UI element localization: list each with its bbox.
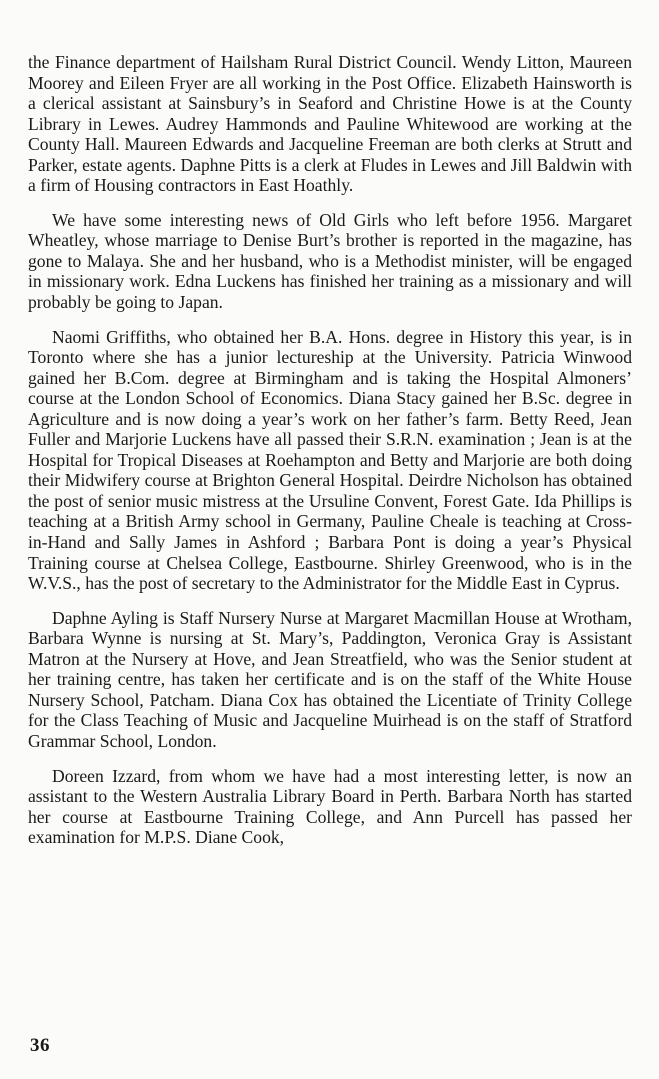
document-page [28,52,632,862]
paragraph-library: Doreen Izzard, from whom we have had a most interesting letter, is now an assistant to the Western Australia Library Board in Perth. Barbara North has started her course at Eastbourne Training College, and Ann Purcell has passed her examination for M.P.S. Diane Cook, [28,765,632,848]
page-number: 36 [30,1035,50,1056]
paragraph-degrees: Naomi Griffiths, who obtained her B.A. Hons. degree in History this year, is in Toronto where she has a junior lectureship at the University. Patricia Winwood gained her B.Com. degree at Birmingham and is taking the Hospital Almoners’ course at the London School of Economics. Diana Stacy gained her B.Sc. degree in Agriculture and is now doing a year’s work on her father’s farm. Betty Reed, Jean Fuller and Marjorie Luckens have all passed their S.R.N. examination ; Jean is at the Hospital for Tropical Diseases at Roehampton and Betty and Marjorie are both doing their Midwifery course at Brighton General Hospital. Deirdre Nicholson has obtained the post of senior music mistress at the Ursuline Convent, Forest Gate. Ida Phillips is teaching at a British Army school in Germany, Pauline Cheale is teaching at Cross-in-Hand and Sally James in Ashford ; Barbara Pont is doing a year’s Physical Training course at Chelsea College, Eastbourne. Shirley Greenwood, who is in the W.V.S., has the post of secretary to the Administrator for the Middle East in Cyprus. [28,326,632,594]
paragraph-nursery: Daphne Ayling is Staff Nursery Nurse at Margaret Macmillan House at Wrotham, Barbara Wynne is nursing at St. Mary’s, Paddington, Veronica Gray is Assistant Matron at the Nursery at Hove, and Jean Streatfield, who was the Senior student at her training centre, has taken her certificate and is on the staff of the White House Nursery School, Patcham. Diana Cox has obtained the Licentiate of Trinity College for the Class Teaching of Music and Jacqueline Muirhead is on the staff of Stratford Grammar School, London. [28,607,632,751]
paragraph-old-girls-news: We have some interesting news of Old Girls who left before 1956. Margaret Wheatley, whose marriage to Denise Burt’s brother is reported in the magazine, has gone to Malaya. She and her husband, who is a Methodist minister, will be engaged in missionary work. Edna Luckens has finished her training as a missionary and will probably be going to Japan. [28,209,632,313]
paragraph-continuation: the Finance department of Hailsham Rural District Council. Wendy Litton, Maureen Moorey and Eileen Fryer are all working in the Post Office. Elizabeth Hainsworth is a clerical assistant at Sainsbury’s in Seaford and Christine Howe is at the County Library in Lewes. Audrey Hammonds and Pauline Whitewood are working at the County Hall. Maureen Edwards and Jacqueline Freeman are both clerks at Strutt and Parker, estate agents. Daphne Pitts is a clerk at Fludes in Lewes and Jill Baldwin with a firm of Housing contractors in East Hoathly. [28,52,632,196]
